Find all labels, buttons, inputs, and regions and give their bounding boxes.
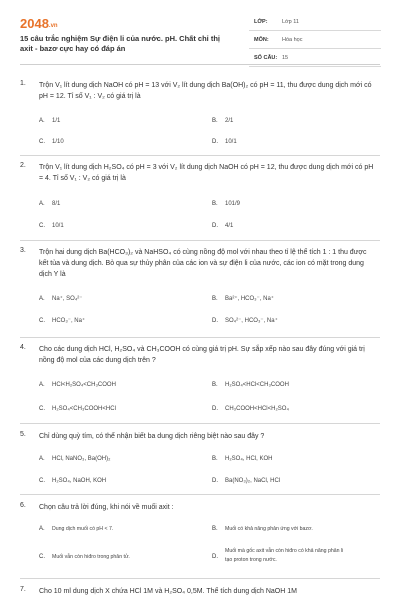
question-text: Chọn câu trả lời đúng, khi nói về muối axit : [39, 504, 174, 511]
option-text: Muối vẫn còn hiđro trong phân tử. [52, 554, 130, 560]
option-text: H₂SO₄<HCl<CH₃COOH [225, 382, 289, 388]
option-letter: D. [212, 139, 218, 145]
option-letter: B. [212, 296, 218, 302]
option-text: SO₄²⁻, HCO₃⁻, Na⁺ [225, 318, 278, 324]
option-text: H₂SO₄, HCl, KOH [225, 456, 273, 462]
option-letter: C. [39, 318, 45, 324]
document-meta [249, 16, 381, 70]
option-text: 2/1 [225, 118, 234, 124]
option-letter: A. [39, 526, 45, 532]
option-text: 101/9 [225, 201, 241, 207]
option-d[interactable] [212, 405, 289, 414]
meta-value: Lớp 11 [282, 19, 299, 25]
question-text: Trộn hai dung dịch Ba(HCO₃)₂ và NaHSO₄ có cùng nồng độ mol với nhau theo tỉ lệ thể tích 1 : 1 thu được kết tủa và dung dịch. Bỏ qua sự thủy phân của các ion và sự điện li của nước, các ion có mặt trong dung dịch Y là [39, 249, 367, 278]
option-c[interactable] [39, 553, 130, 562]
question-3 [20, 247, 380, 333]
option-d[interactable] [212, 222, 233, 231]
option-letter: D. [212, 223, 218, 229]
option-letter: C. [39, 223, 45, 229]
question-divider [20, 240, 380, 241]
meta-value: 15 [282, 55, 289, 61]
document-header [0, 0, 400, 70]
question-5 [20, 431, 380, 491]
question-number: 1. [20, 80, 26, 87]
question-divider [20, 578, 380, 579]
meta-row-class [249, 16, 381, 31]
logo-suffix: .vn [48, 23, 58, 29]
question-number: 2. [20, 162, 26, 169]
question-divider [20, 155, 380, 156]
header-divider [20, 64, 380, 65]
option-b[interactable] [212, 117, 233, 126]
option-text: 1/10 [52, 139, 64, 145]
option-c[interactable] [39, 138, 64, 147]
option-text: HCl<H₂SO₄<CH₃COOH [52, 382, 116, 388]
option-text: Na⁺, SO₄²⁻ [52, 296, 83, 302]
question-number: 7. [20, 586, 26, 593]
option-c[interactable] [39, 477, 106, 486]
option-letter: A. [39, 456, 45, 462]
option-b[interactable] [212, 381, 289, 390]
question-2 [20, 162, 380, 236]
option-text: H₂SO₄, NaOH, KOH [52, 478, 107, 484]
option-text: Muối mà gốc axit vẫn còn hiđro có khả năng phân li tạo proton trong nước. [225, 548, 344, 563]
question-number: 5. [20, 431, 26, 438]
option-d[interactable] [212, 547, 372, 565]
question-text: Cho 10 ml dung dịch X chứa HCl 1M và H₂SO₄ 0,5M. Thể tích dung dịch NaOH 1M [39, 588, 297, 595]
option-letter: C. [39, 139, 45, 145]
option-d[interactable] [212, 477, 280, 486]
meta-value: Hóa học [282, 37, 303, 43]
option-text: Ba(NO₃)₂, NaCl, HCl [225, 478, 281, 484]
option-letter: A. [39, 382, 45, 388]
question-4 [20, 344, 380, 420]
option-letter: B. [212, 456, 218, 462]
option-c[interactable] [39, 317, 85, 326]
option-letter: B. [212, 118, 218, 124]
meta-key: LỚP: [254, 19, 268, 25]
option-letter: A. [39, 201, 45, 207]
question-1 [20, 80, 380, 150]
question-text: Cho các dung dịch HCl, H₂SO₄ và CH₃COOH có cùng giá trị pH. Sự sắp xếp nào sau đây đúng với giá trị nồng độ mol của các dung dịch trên ? [39, 346, 365, 364]
option-text: 10/1 [52, 223, 64, 229]
question-divider [20, 494, 380, 495]
site-logo[interactable] [20, 16, 58, 31]
option-text: Dung dịch muối có pH < 7. [52, 526, 114, 532]
option-a[interactable] [39, 295, 82, 304]
option-letter: D. [212, 554, 218, 560]
question-number: 6. [20, 502, 26, 509]
option-letter: C. [39, 478, 45, 484]
option-a[interactable] [39, 200, 60, 209]
question-text: Trộn V₁ lít dung dịch H₂SO₄ có pH = 3 với V₂ lít dung dịch NaOH có pH = 12, thu được dung dịch mới có pH = 4. Tỉ số V₁ : V₂ có giá trị là [39, 164, 374, 182]
option-text: H₂SO₄<CH₃COOH<HCl [52, 406, 116, 412]
option-text: 10/1 [225, 139, 237, 145]
option-b[interactable] [212, 200, 240, 209]
meta-row-subject [249, 34, 381, 49]
option-b[interactable] [212, 525, 313, 534]
question-number: 3. [20, 247, 26, 254]
question-text: Trộn V₁ lít dung dịch NaOH có pH = 13 với V₂ lít dung dịch Ba(OH)₂ có pH = 11, thu được dung dịch mới có pH = 12. Tỉ số V₁ : V₂ có giá trị là [39, 82, 372, 100]
option-text: Ba²⁺, HCO₃⁻, Na⁺ [225, 296, 274, 302]
option-a[interactable] [39, 117, 60, 126]
option-letter: A. [39, 296, 45, 302]
option-letter: D. [212, 406, 218, 412]
option-letter: D. [212, 318, 218, 324]
question-number: 4. [20, 344, 26, 351]
option-text: Muối có khả năng phản ứng với bazơ. [225, 526, 313, 532]
option-d[interactable] [212, 317, 278, 326]
option-a[interactable] [39, 455, 110, 464]
option-text: 1/1 [52, 118, 61, 124]
option-letter: D. [212, 478, 218, 484]
option-letter: C. [39, 554, 45, 560]
meta-key: MÔN: [254, 37, 269, 43]
option-text: 8/1 [52, 201, 61, 207]
question-6 [20, 502, 380, 576]
option-letter: A. [39, 118, 45, 124]
option-text: HCl, NaNO₃, Ba(OH)₂ [52, 456, 111, 462]
document-title: 15 câu trắc nghiệm Sự điện li của nước. pH. Chất chỉ thị axit - bazơ cực hay có đáp án [20, 34, 220, 53]
option-letter: B. [212, 526, 218, 532]
option-letter: B. [212, 382, 218, 388]
question-divider [20, 423, 380, 424]
option-a[interactable] [39, 381, 116, 390]
question-7 [20, 586, 380, 600]
option-c[interactable] [39, 405, 116, 414]
option-text: HCO₃⁻, Na⁺ [52, 318, 86, 324]
option-text: CH₃COOH<HCl<H₂SO₄ [225, 406, 289, 412]
option-b[interactable] [212, 455, 272, 464]
question-text: Chỉ dùng quỳ tím, có thể nhận biết ba dung dịch riêng biệt nào sau đây ? [39, 433, 265, 440]
option-a[interactable] [39, 525, 113, 534]
option-d[interactable] [212, 138, 237, 147]
option-letter: B. [212, 201, 218, 207]
option-letter: C. [39, 406, 45, 412]
meta-key: SỐ CÂU: [254, 55, 278, 61]
option-b[interactable] [212, 295, 274, 304]
question-divider [20, 337, 380, 338]
option-text: 4/1 [225, 223, 234, 229]
option-c[interactable] [39, 222, 64, 231]
logo-text: 2048 [20, 16, 49, 31]
